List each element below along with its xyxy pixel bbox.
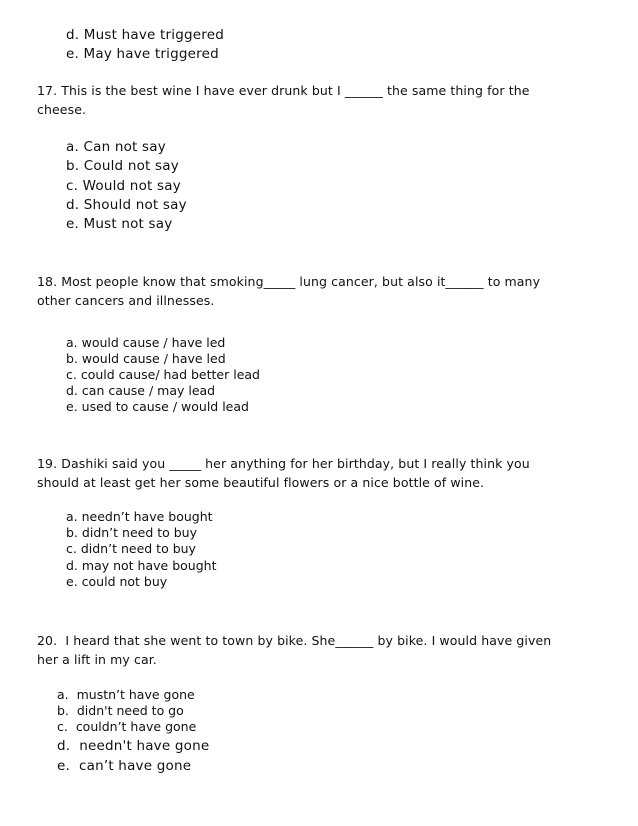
question-text-line-2: other cancers and illnesses. [37,293,215,308]
question-20 [37,631,557,669]
option-20-c: c. couldn’t have gone [57,719,197,734]
option-18-a: a. would cause / have led [66,335,226,350]
option-19-d: d. may not have bought [66,558,217,573]
option-letter: d. [66,27,80,43]
question-text-line-1: 17. This is the best wine I have ever drunk but I ______ the same thing for the [37,83,530,98]
option-16-d [66,27,224,43]
option-17-d: d. Should not say [66,197,187,213]
option-text: May have triggered [83,46,219,62]
question-19 [37,454,557,492]
option-19-a: a. needn’t have bought [66,509,213,524]
question-text-line-2: cheese. [37,102,87,117]
option-18-c: c. could cause/ had better lead [66,367,260,382]
question-text-line-1: 18. Most people know that smoking_____ lung cancer, but also it______ to many [37,274,541,289]
option-18-d: d. can cause / may lead [66,383,216,398]
option-18-e: e. used to cause / would lead [66,399,249,414]
option-18-b: b. would cause / have led [66,351,226,366]
question-number: 17. [37,83,58,98]
option-letter: e. [66,46,79,62]
option-17-e: e. Must not say [66,216,173,232]
question-number: 19. [37,456,58,471]
option-17-c: c. Would not say [66,178,181,194]
option-19-b: b. didn’t need to buy [66,525,198,540]
question-17 [37,81,557,119]
question-number: 18. [37,274,58,289]
option-19-e: e. could not buy [66,574,168,589]
option-17-a: a. Can not say [66,139,166,155]
option-16-e [66,46,219,62]
question-text-line-1: 19. Dashiki said you _____ her anything for her birthday, but I really think you [37,456,530,471]
question-text-line-1: 20. I heard that she went to town by bike. She______ by bike. I would have given [37,633,552,648]
question-18 [37,272,557,310]
option-17-b: b. Could not say [66,158,179,174]
question-text-line-2: should at least get her some beautiful flowers or a nice bottle of wine. [37,475,485,490]
option-20-e: e. can’t have gone [57,758,192,774]
option-20-a: a. mustn’t have gone [57,687,195,702]
option-text: Must have triggered [83,27,224,43]
option-19-c: c. didn’t need to buy [66,541,196,556]
question-number: 20. [37,633,58,648]
question-text-line-2: her a lift in my car. [37,652,157,667]
option-20-b: b. didn't need to go [57,703,184,718]
option-20-d: d. needn't have gone [57,738,210,754]
